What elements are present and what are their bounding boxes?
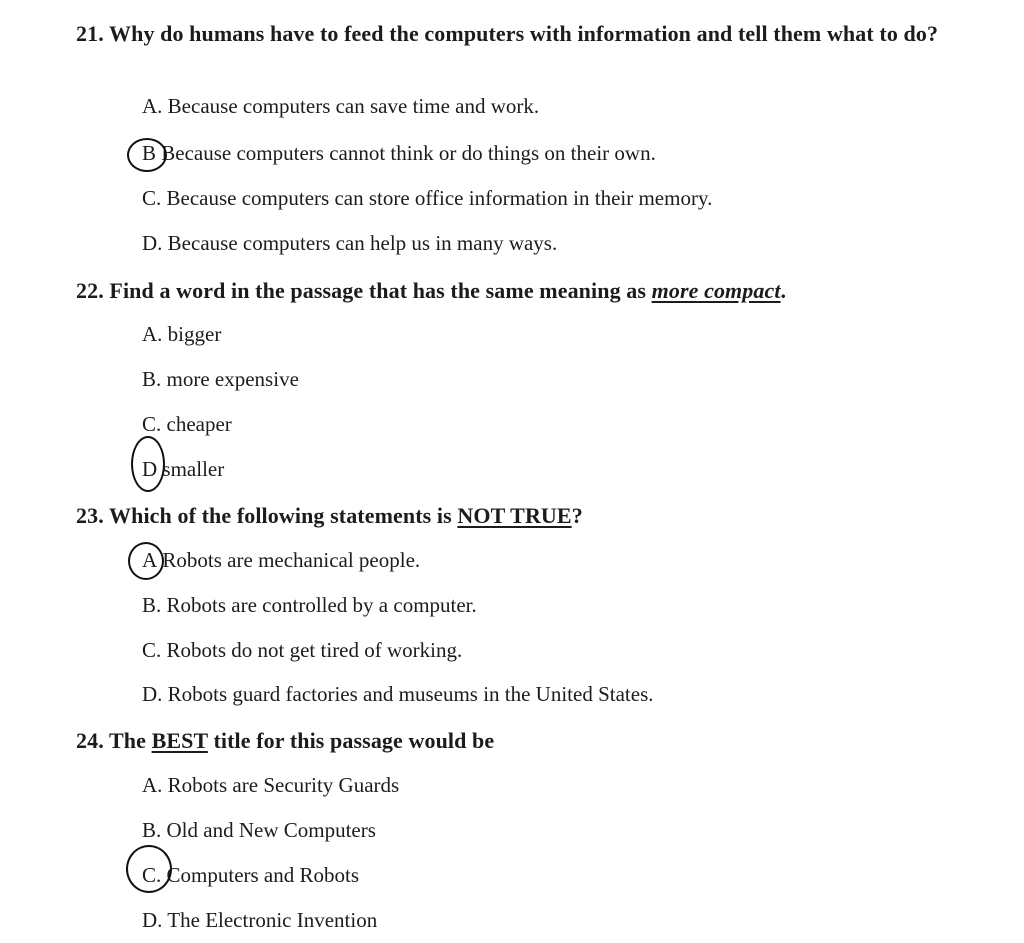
option-text: Computers and Robots bbox=[166, 863, 360, 887]
option-letter: A. bbox=[142, 94, 163, 118]
option-letter: B. bbox=[142, 818, 162, 842]
option-text: Old and New Computers bbox=[166, 818, 376, 842]
option-text: Because computers can save time and work. bbox=[167, 94, 540, 118]
answer-circle-22 bbox=[131, 436, 165, 492]
option-letter: A. bbox=[142, 773, 163, 797]
question-22 bbox=[76, 275, 786, 307]
question-24-option-c bbox=[142, 861, 359, 889]
option-letter: C. bbox=[142, 863, 162, 887]
option-text: The Electronic Invention bbox=[167, 908, 378, 932]
option-letter: C. bbox=[142, 638, 162, 662]
option-letter: B bbox=[142, 141, 157, 165]
option-letter: D. bbox=[142, 682, 163, 706]
option-letter: C. bbox=[142, 186, 162, 210]
option-text: Robots guard factories and museums in the United States. bbox=[167, 682, 654, 706]
question-23-emphasis: NOT TRUE bbox=[457, 503, 572, 528]
option-text: Because computers can help us in many ways. bbox=[167, 231, 558, 255]
question-21-text: Why do humans have to feed the computers with information and tell them what to do? bbox=[109, 21, 939, 46]
question-22-number: 22. bbox=[76, 278, 104, 303]
question-21-number: 21. bbox=[76, 21, 104, 46]
question-21-option-d bbox=[142, 229, 557, 257]
question-23-number: 23. bbox=[76, 503, 104, 528]
question-24-emphasis: BEST bbox=[151, 728, 208, 753]
option-text: Robots are controlled by a computer. bbox=[166, 593, 477, 617]
question-22-option-b bbox=[142, 365, 299, 393]
question-23-text: Which of the following statements is bbox=[109, 503, 452, 528]
question-22-option-c bbox=[142, 410, 232, 438]
option-text: cheaper bbox=[166, 412, 232, 436]
option-text: Robots are Security Guards bbox=[167, 773, 400, 797]
option-letter: D. bbox=[142, 231, 163, 255]
option-letter: B. bbox=[142, 593, 162, 617]
question-24-option-b bbox=[142, 816, 376, 844]
answer-circle-21 bbox=[127, 138, 167, 172]
question-24-text-end: title for this passage would be bbox=[213, 728, 495, 753]
question-23-option-b bbox=[142, 591, 477, 619]
question-24-text: The bbox=[109, 728, 146, 753]
answer-circle-23 bbox=[128, 542, 164, 580]
option-text: Robots do not get tired of working. bbox=[166, 638, 463, 662]
question-22-text: Find a word in the passage that has the same meaning as bbox=[109, 278, 647, 303]
question-23-text-end: ? bbox=[571, 503, 583, 528]
question-23 bbox=[76, 500, 583, 532]
option-letter: A. bbox=[142, 322, 163, 346]
answer-circle-24 bbox=[126, 845, 172, 893]
question-24-number: 24. bbox=[76, 728, 104, 753]
option-letter: C. bbox=[142, 412, 162, 436]
question-21-option-b bbox=[142, 139, 656, 167]
question-22-emphasis: more compact bbox=[651, 278, 781, 303]
option-text: smaller bbox=[162, 457, 225, 481]
option-letter: D bbox=[142, 457, 158, 481]
option-text: more expensive bbox=[166, 367, 299, 391]
question-24-option-a bbox=[142, 771, 399, 799]
question-21-option-c bbox=[142, 184, 712, 212]
option-letter: B. bbox=[142, 367, 162, 391]
option-text: bigger bbox=[167, 322, 222, 346]
option-text: Because computers cannot think or do things on their own. bbox=[161, 141, 656, 165]
option-letter: D. bbox=[142, 908, 163, 932]
question-23-option-a bbox=[142, 546, 420, 574]
question-23-option-c bbox=[142, 636, 462, 664]
option-letter: A bbox=[142, 548, 158, 572]
question-22-text-end: . bbox=[780, 278, 787, 303]
option-text: Robots are mechanical people. bbox=[162, 548, 421, 572]
question-24-option-d bbox=[142, 906, 377, 934]
option-text: Because computers can store office information in their memory. bbox=[166, 186, 713, 210]
question-22-option-a bbox=[142, 320, 221, 348]
question-21 bbox=[76, 18, 1021, 50]
question-23-option-d bbox=[142, 680, 654, 708]
question-24 bbox=[76, 725, 494, 757]
question-21-option-a bbox=[142, 92, 539, 120]
